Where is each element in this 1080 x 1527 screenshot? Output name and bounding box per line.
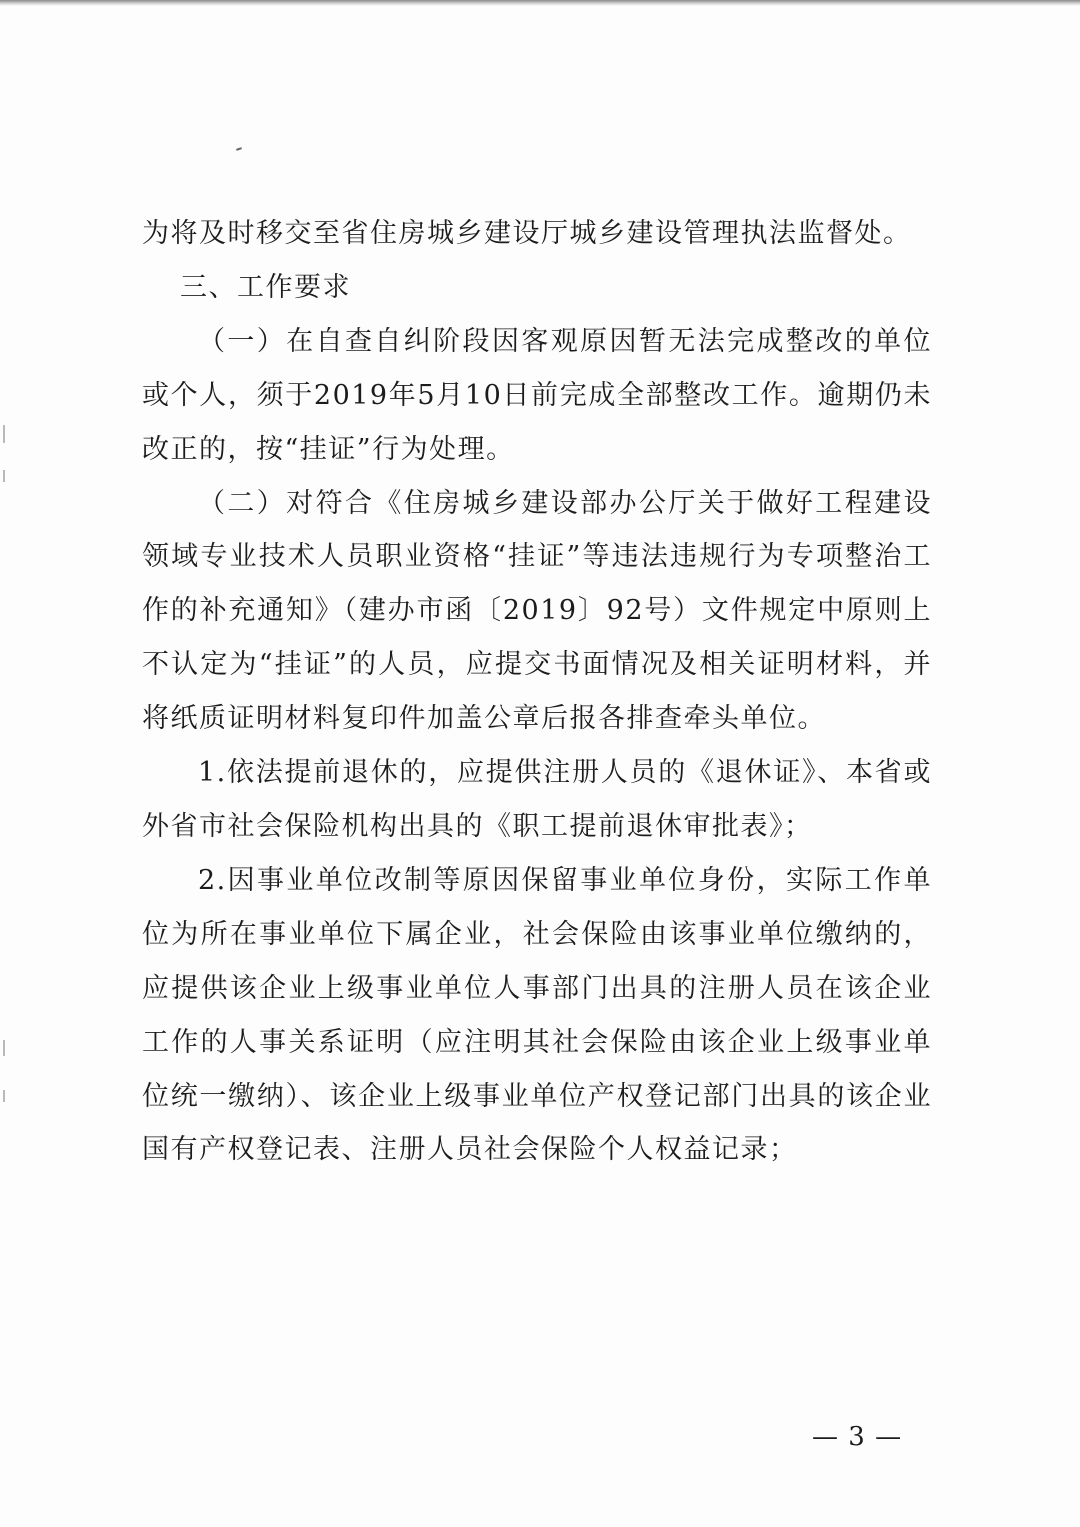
paragraph-subitem-1: 1.依法提前退休的，应提供注册人员的《退休证》、本省或外省市社会保险机构出具的《职工提前退休审批表》； [142,757,932,842]
paragraph-continuation: 为将及时移交至省住房城乡建设厅城乡建设管理执法监督处。 [142,218,912,249]
scan-side-mark [3,1040,5,1056]
section-heading: 三、工作要求 [180,271,351,303]
paragraph-item-two: （二）对符合《住房城乡建设部办公厅关于做好工程建设领域专业技术人员职业资格“挂证”等违法违规行为专项整治工作的补充通知》（建办市函〔2019〕92号）文件规定中原则上不认定为“挂证”的人员，应提交书面情况及相关证明材料，并将纸质证明材料复印件加盖公章后报各排查牵头单位。 [142,487,932,735]
scan-side-mark [3,470,5,482]
scan-side-mark [3,1090,5,1102]
page-number: — 3 — [812,1422,903,1452]
document-body [142,207,932,1177]
scan-speck [236,147,242,151]
scan-side-mark [3,425,5,443]
scan-top-edge [0,0,1080,6]
paragraph-item-one: （一）在自查自纠阶段因客观原因暂无法完成整改的单位或个人，须于2019年5月10日前完成全部整改工作。逾期仍未改正的，按“挂证”行为处理。 [142,325,932,465]
paragraph-subitem-2: 2.因事业单位改制等原因保留事业单位身份，实际工作单位为所在事业单位下属企业，社会保险由该事业单位缴纳的，应提供该企业上级事业单位人事部门出具的注册人员在该企业工作的人事关系证明（应注明其社会保险由该企业上级事业单位统一缴纳）、该企业上级事业单位产权登记部门出具的该企业国有产权登记表、注册人员社会保险个人权益记录； [142,864,932,1166]
